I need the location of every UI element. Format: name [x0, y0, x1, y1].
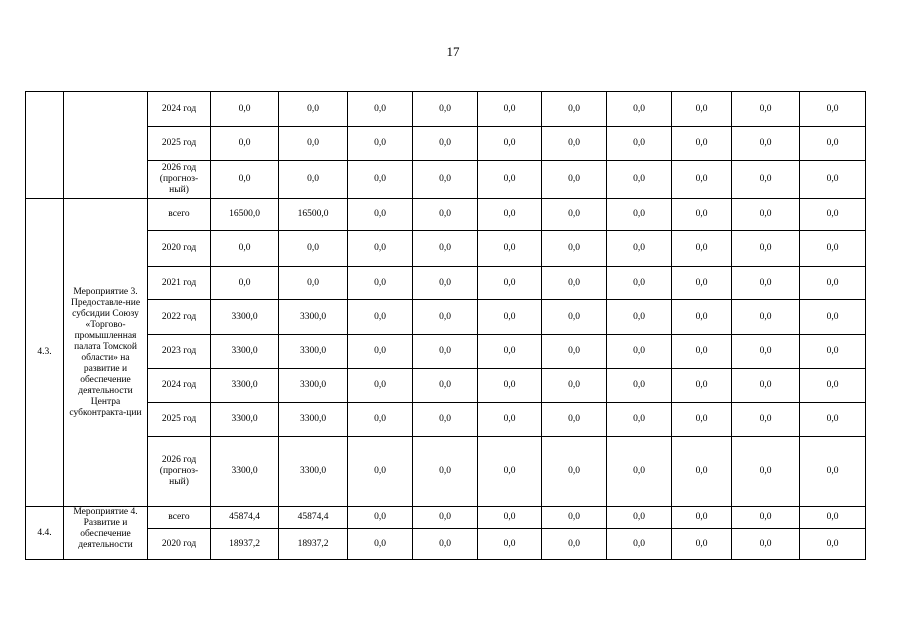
value-cell: 45874,4 [279, 507, 348, 529]
value-cell: 0,0 [800, 403, 866, 437]
value-cell: 0,0 [279, 267, 348, 300]
value-cell: 16500,0 [211, 199, 279, 231]
table-row [26, 507, 866, 529]
value-cell: 0,0 [542, 335, 607, 369]
table-row [26, 127, 866, 161]
value-cell: 0,0 [413, 300, 478, 335]
value-cell: 0,0 [413, 231, 478, 267]
table-row [26, 529, 866, 560]
value-cell: 0,0 [607, 161, 672, 199]
value-cell: 0,0 [672, 231, 732, 267]
value-cell: 0,0 [478, 403, 542, 437]
year-cell: всего [148, 199, 211, 231]
value-cell: 3300,0 [211, 437, 279, 507]
value-cell: 0,0 [542, 403, 607, 437]
value-cell: 0,0 [542, 437, 607, 507]
year-cell: 2025 год [148, 403, 211, 437]
value-cell: 0,0 [348, 199, 413, 231]
value-cell: 0,0 [413, 403, 478, 437]
value-cell: 0,0 [211, 231, 279, 267]
value-cell: 0,0 [800, 199, 866, 231]
measure-name-cell [64, 92, 148, 199]
value-cell: 0,0 [478, 127, 542, 161]
value-cell: 0,0 [348, 369, 413, 403]
value-cell: 3300,0 [211, 403, 279, 437]
value-cell: 0,0 [607, 92, 672, 127]
value-cell: 0,0 [542, 300, 607, 335]
item-number-cell [26, 92, 64, 199]
value-cell: 0,0 [542, 369, 607, 403]
value-cell: 16500,0 [279, 199, 348, 231]
value-cell: 0,0 [413, 335, 478, 369]
table-row [26, 403, 866, 437]
measure-name-cell: Мероприятие 3. Предоставле-ние субсидии Союзу «Торгово-промышленная палата Томской области» на развитие и обеспечение деятельности Центра субконтракта-ции [64, 199, 148, 507]
value-cell: 0,0 [672, 92, 732, 127]
value-cell: 0,0 [672, 161, 732, 199]
value-cell: 0,0 [607, 437, 672, 507]
value-cell: 0,0 [732, 231, 800, 267]
value-cell: 0,0 [542, 199, 607, 231]
value-cell: 0,0 [478, 161, 542, 199]
value-cell: 0,0 [607, 369, 672, 403]
value-cell: 0,0 [732, 507, 800, 529]
value-cell: 0,0 [732, 335, 800, 369]
value-cell: 0,0 [348, 300, 413, 335]
table-row [26, 161, 866, 199]
value-cell: 0,0 [672, 403, 732, 437]
value-cell: 0,0 [413, 127, 478, 161]
table-row [26, 199, 866, 231]
table-row [26, 300, 866, 335]
value-cell: 0,0 [732, 300, 800, 335]
value-cell: 0,0 [672, 335, 732, 369]
value-cell: 0,0 [732, 267, 800, 300]
value-cell: 0,0 [413, 267, 478, 300]
value-cell: 0,0 [413, 199, 478, 231]
value-cell: 0,0 [800, 231, 866, 267]
value-cell: 0,0 [413, 437, 478, 507]
value-cell: 0,0 [348, 127, 413, 161]
table-row [26, 437, 866, 507]
year-cell: 2025 год [148, 127, 211, 161]
value-cell: 0,0 [800, 437, 866, 507]
value-cell: 0,0 [800, 369, 866, 403]
value-cell: 0,0 [607, 529, 672, 560]
value-cell: 0,0 [607, 507, 672, 529]
value-cell: 0,0 [800, 529, 866, 560]
table-row [26, 335, 866, 369]
value-cell: 0,0 [672, 369, 732, 403]
value-cell: 18937,2 [279, 529, 348, 560]
value-cell: 0,0 [732, 437, 800, 507]
value-cell: 0,0 [542, 127, 607, 161]
value-cell: 3300,0 [211, 335, 279, 369]
value-cell: 3300,0 [279, 437, 348, 507]
table-row [26, 92, 866, 127]
value-cell: 0,0 [478, 199, 542, 231]
value-cell: 0,0 [607, 300, 672, 335]
value-cell: 0,0 [348, 529, 413, 560]
value-cell: 0,0 [800, 335, 866, 369]
value-cell: 0,0 [732, 369, 800, 403]
value-cell: 0,0 [413, 92, 478, 127]
value-cell: 0,0 [800, 300, 866, 335]
value-cell: 0,0 [478, 267, 542, 300]
page-number: 17 [446, 44, 460, 59]
value-cell: 45874,4 [211, 507, 279, 529]
value-cell: 0,0 [800, 161, 866, 199]
value-cell: 0,0 [279, 231, 348, 267]
value-cell: 0,0 [800, 92, 866, 127]
value-cell: 0,0 [800, 127, 866, 161]
year-cell: 2020 год [148, 231, 211, 267]
value-cell: 18937,2 [211, 529, 279, 560]
measure-name-cell: Мероприятие 4. Развитие и обеспечение деятельности [64, 507, 148, 560]
value-cell: 0,0 [413, 529, 478, 560]
value-cell: 0,0 [211, 127, 279, 161]
value-cell: 0,0 [732, 161, 800, 199]
value-cell: 0,0 [607, 231, 672, 267]
value-cell: 0,0 [478, 507, 542, 529]
item-number-cell: 4.3. [26, 199, 64, 507]
value-cell: 0,0 [732, 403, 800, 437]
value-cell: 0,0 [348, 507, 413, 529]
value-cell: 3300,0 [279, 300, 348, 335]
value-cell: 0,0 [800, 507, 866, 529]
value-cell: 0,0 [542, 529, 607, 560]
value-cell: 0,0 [732, 92, 800, 127]
year-cell: 2023 год [148, 335, 211, 369]
value-cell: 0,0 [211, 92, 279, 127]
value-cell: 0,0 [211, 267, 279, 300]
item-number-cell: 4.4. [26, 507, 64, 560]
value-cell: 0,0 [211, 161, 279, 199]
value-cell: 0,0 [413, 369, 478, 403]
value-cell: 0,0 [478, 369, 542, 403]
value-cell: 0,0 [672, 437, 732, 507]
value-cell: 0,0 [607, 335, 672, 369]
value-cell: 0,0 [607, 403, 672, 437]
value-cell: 0,0 [279, 161, 348, 199]
value-cell: 0,0 [279, 127, 348, 161]
year-cell: 2026 год (прогноз-ный) [148, 437, 211, 507]
value-cell: 0,0 [478, 231, 542, 267]
year-cell: всего [148, 507, 211, 529]
table-row [26, 267, 866, 300]
value-cell: 0,0 [732, 529, 800, 560]
value-cell: 0,0 [542, 92, 607, 127]
value-cell: 0,0 [478, 300, 542, 335]
year-cell: 2024 год [148, 92, 211, 127]
value-cell: 0,0 [542, 267, 607, 300]
value-cell: 0,0 [348, 161, 413, 199]
value-cell: 3300,0 [211, 300, 279, 335]
value-cell: 0,0 [672, 199, 732, 231]
value-cell: 0,0 [607, 199, 672, 231]
value-cell: 0,0 [672, 529, 732, 560]
year-cell: 2026 год (прогноз-ный) [148, 161, 211, 199]
value-cell: 0,0 [348, 335, 413, 369]
value-cell: 0,0 [732, 127, 800, 161]
year-cell: 2022 год [148, 300, 211, 335]
value-cell: 0,0 [348, 403, 413, 437]
value-cell: 0,0 [478, 529, 542, 560]
table-row [26, 231, 866, 267]
value-cell: 0,0 [607, 127, 672, 161]
value-cell: 0,0 [672, 300, 732, 335]
value-cell: 0,0 [732, 199, 800, 231]
value-cell: 0,0 [348, 92, 413, 127]
table-row [26, 369, 866, 403]
budget-table [25, 91, 866, 560]
value-cell: 0,0 [478, 437, 542, 507]
year-cell: 2020 год [148, 529, 211, 560]
value-cell: 0,0 [672, 267, 732, 300]
value-cell: 0,0 [672, 127, 732, 161]
value-cell: 0,0 [348, 437, 413, 507]
value-cell: 0,0 [542, 161, 607, 199]
value-cell: 0,0 [478, 92, 542, 127]
value-cell: 0,0 [607, 267, 672, 300]
value-cell: 0,0 [542, 231, 607, 267]
value-cell: 0,0 [478, 335, 542, 369]
value-cell: 3300,0 [279, 335, 348, 369]
value-cell: 0,0 [542, 507, 607, 529]
value-cell: 3300,0 [211, 369, 279, 403]
value-cell: 3300,0 [279, 403, 348, 437]
year-cell: 2021 год [148, 267, 211, 300]
value-cell: 0,0 [279, 92, 348, 127]
value-cell: 3300,0 [279, 369, 348, 403]
value-cell: 0,0 [672, 507, 732, 529]
value-cell: 0,0 [413, 507, 478, 529]
value-cell: 0,0 [348, 231, 413, 267]
value-cell: 0,0 [413, 161, 478, 199]
value-cell: 0,0 [348, 267, 413, 300]
value-cell: 0,0 [800, 267, 866, 300]
year-cell: 2024 год [148, 369, 211, 403]
